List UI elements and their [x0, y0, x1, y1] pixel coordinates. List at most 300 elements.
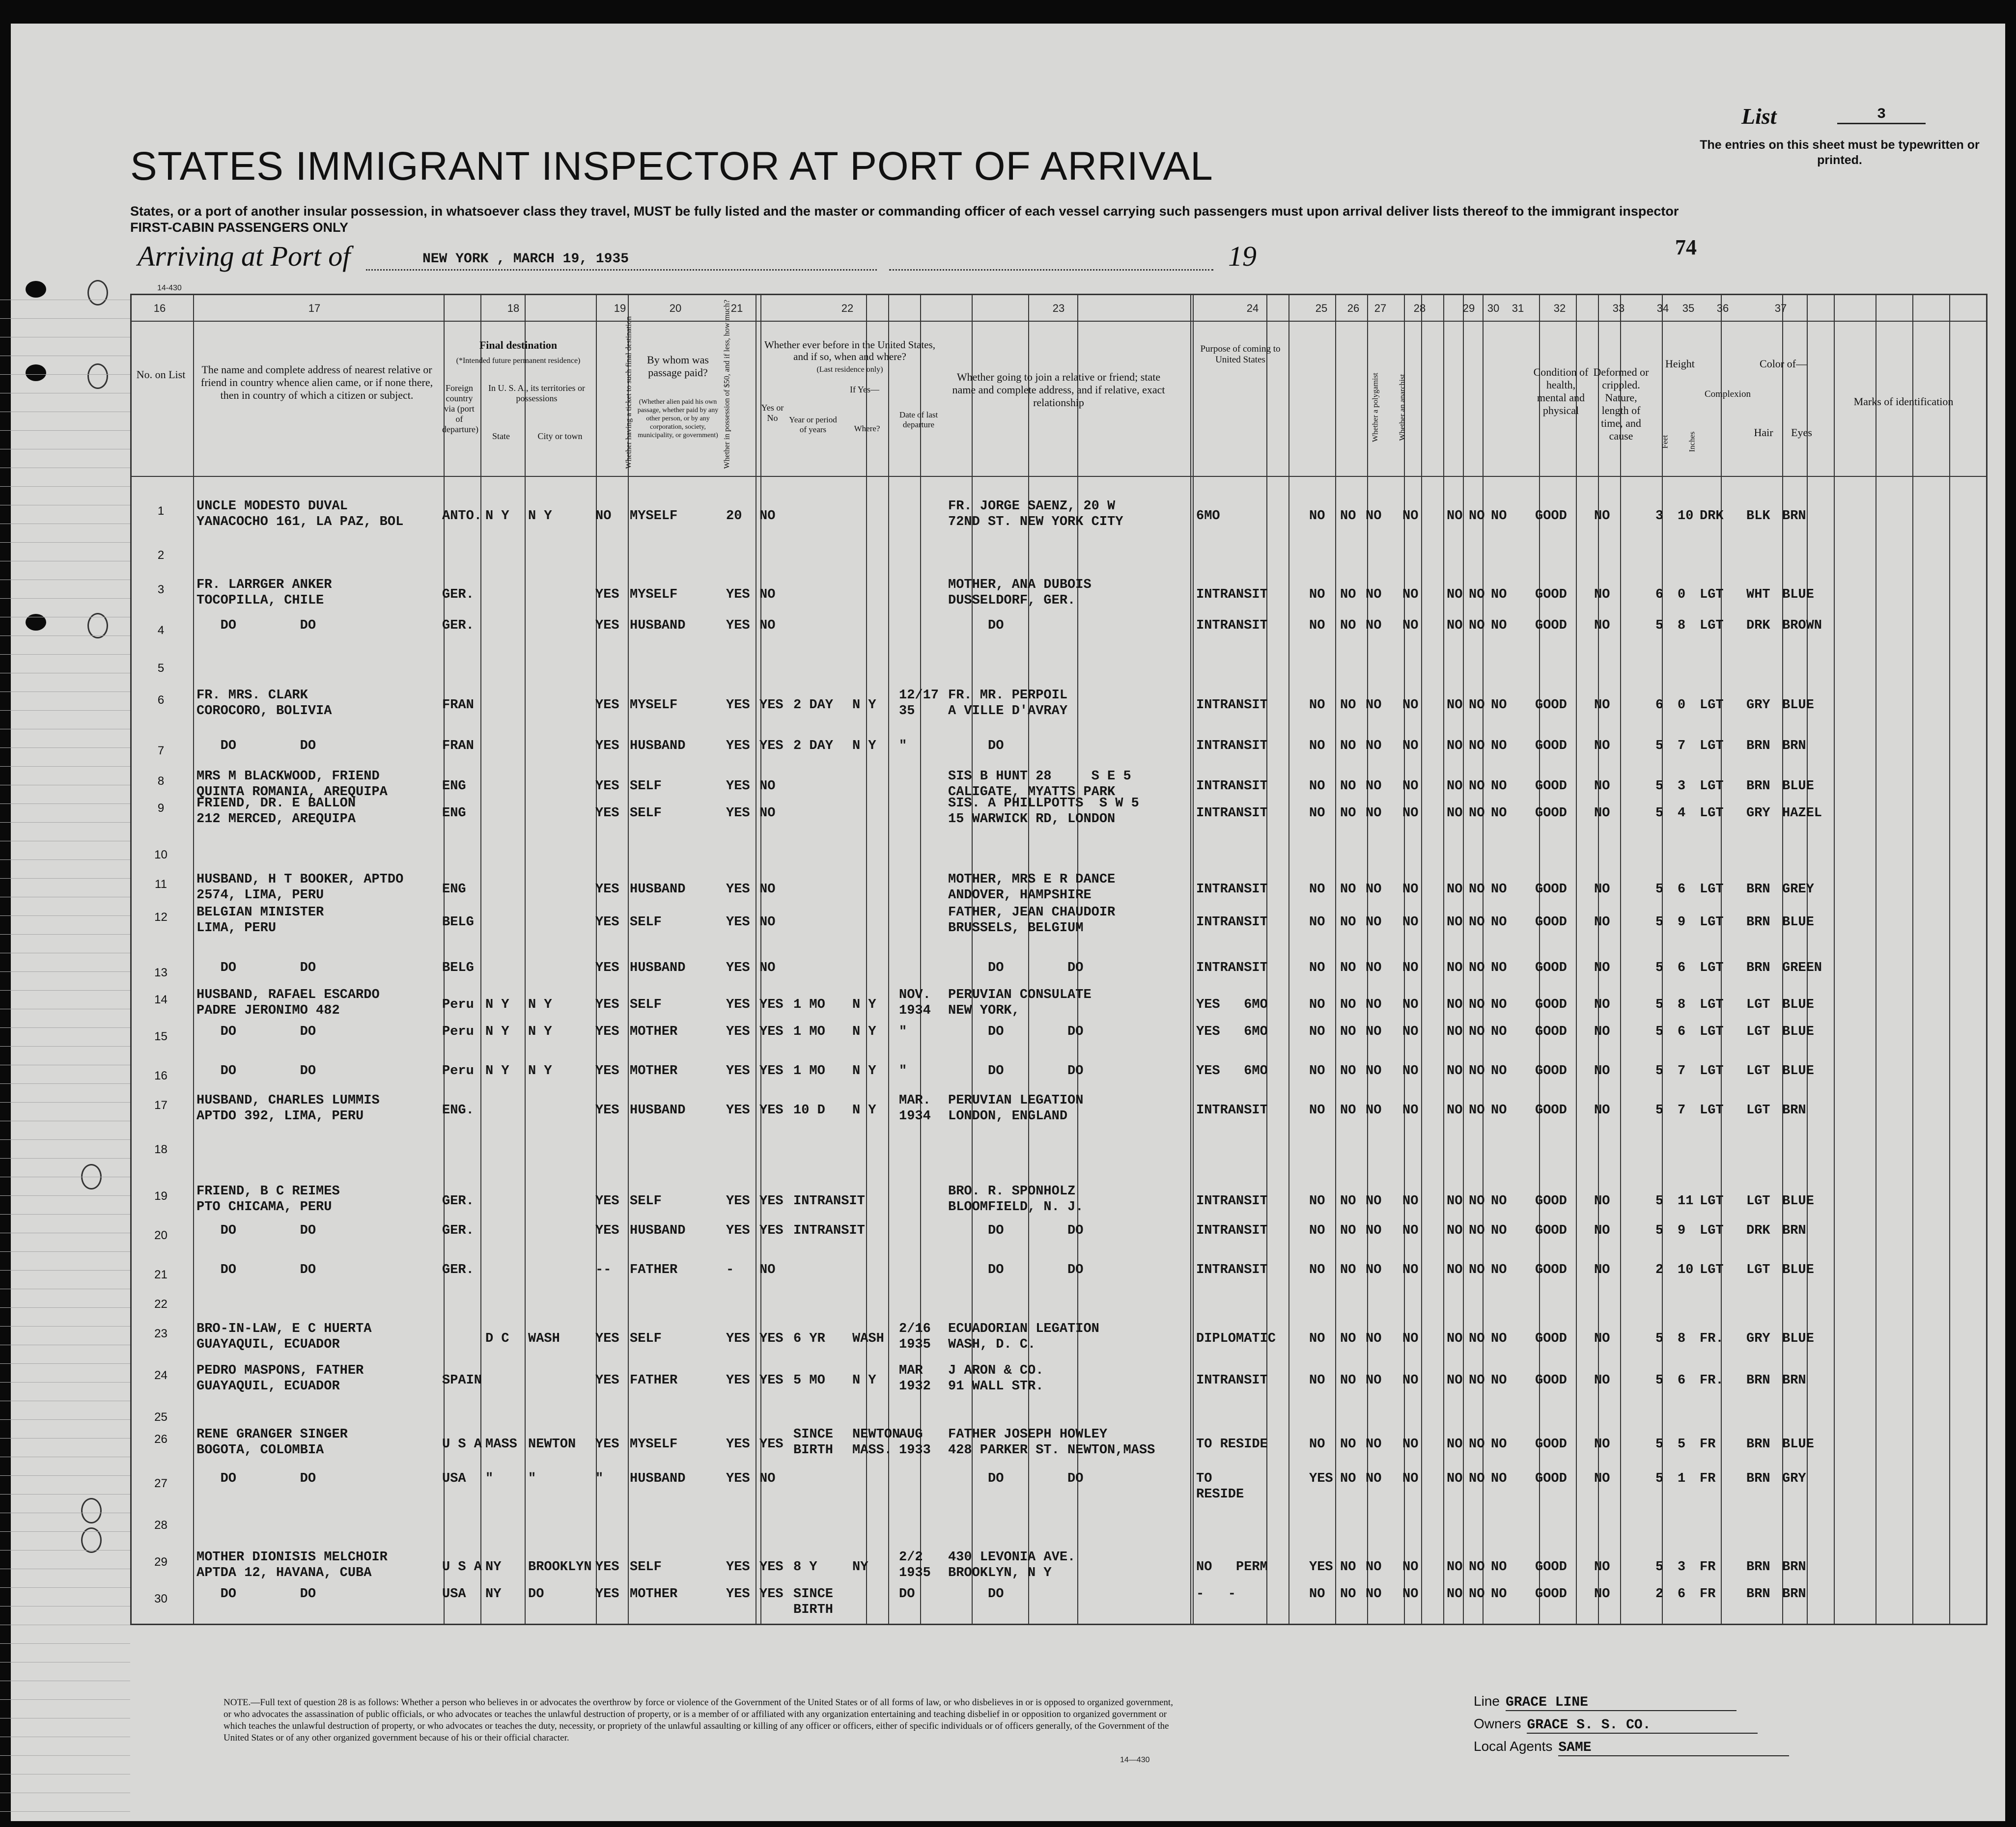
row-cell-purpose: INTRANSIT: [1196, 961, 1268, 975]
row-cell-c27: NO: [1366, 1064, 1382, 1079]
row-cell-paid: FATHER: [630, 1373, 678, 1388]
row-cell-comp: LGT: [1700, 587, 1724, 602]
row-cell-c25: YES: [1309, 1471, 1333, 1486]
row-cell-in: 0: [1678, 587, 1686, 602]
row-number: 4: [157, 624, 165, 637]
row-cell-c29: NO: [1447, 1560, 1463, 1575]
column-number: 18: [507, 302, 520, 314]
row-cell-years: 1 MO: [793, 1064, 825, 1079]
row-cell-fifty: YES: [726, 587, 750, 602]
row-cell-c25: NO: [1309, 1194, 1325, 1209]
row-cell-dep: MAR 1932: [899, 1363, 931, 1394]
row-cell-join: MOTHER, ANA DUBOIS DUSSELDORF, GER.: [948, 578, 1092, 608]
column-number: 29: [1462, 302, 1475, 314]
column-number: 25: [1315, 302, 1328, 314]
row-cell-fifty: YES: [726, 997, 750, 1012]
row-cell-join: SIS. A PHILLPOTTS S W 5 15 WARWICK RD, LONDON: [948, 796, 1139, 827]
row-cell-foreign: GER.: [442, 1194, 474, 1209]
header-final-destination-sub: (*Intended future permanent residence): [456, 357, 581, 365]
column-rule: [444, 295, 445, 1624]
row-cell-c27: NO: [1366, 1103, 1382, 1118]
column-rule: [628, 295, 629, 1624]
row-cell-c26: NO: [1340, 915, 1356, 930]
row-cell-c29: NO: [1447, 1024, 1463, 1039]
row-cell-c30: NO: [1469, 618, 1485, 633]
form-code: 14-430: [157, 284, 182, 292]
row-cell-c26: NO: [1340, 1064, 1356, 1079]
row-cell-foreign: Peru: [442, 1024, 474, 1039]
row-cell-c26: NO: [1340, 961, 1356, 975]
row-cell-before: NO: [759, 961, 776, 975]
row-cell-eyes: BLUE: [1782, 1437, 1814, 1452]
row-cell-c25: NO: [1309, 1223, 1325, 1238]
ledger-rule: [0, 1363, 130, 1364]
row-number: 3: [157, 583, 165, 596]
row-cell-ft: 5: [1655, 882, 1664, 897]
row-cell-ft: 5: [1655, 1194, 1664, 1209]
row-cell-ticket: YES: [595, 739, 619, 753]
row-cell-c31: NO: [1491, 961, 1507, 975]
row-cell-fifty: YES: [726, 1103, 750, 1118]
row-cell-comp: LGT: [1700, 779, 1724, 794]
row-cell-c26: NO: [1340, 1223, 1356, 1238]
row-cell-purpose: INTRANSIT: [1196, 915, 1268, 930]
row-cell-state: N Y: [485, 509, 509, 524]
row-cell-eyes: BLUE: [1782, 1331, 1814, 1346]
row-cell-hair: GRY: [1746, 806, 1770, 821]
row-cell-c25: NO: [1309, 882, 1325, 897]
row-cell-where: N Y: [852, 1024, 876, 1039]
row-cell-c25: NO: [1309, 698, 1325, 713]
row-cell-c28: NO: [1402, 1437, 1419, 1452]
row-cell-c31: NO: [1491, 698, 1507, 713]
ledger-rule: [0, 1195, 130, 1196]
row-number: 13: [154, 966, 168, 979]
row-cell-c29: NO: [1447, 1194, 1463, 1209]
row-cell-c30: NO: [1469, 1103, 1485, 1118]
row-cell-before: NO: [759, 1471, 776, 1486]
owners-label: Owners: [1474, 1716, 1521, 1731]
row-cell-ticket: YES: [595, 1024, 619, 1039]
row-cell-c29: NO: [1447, 1064, 1463, 1079]
row-cell-paid: MYSELF: [630, 1437, 678, 1452]
header-city: City or town: [537, 431, 583, 441]
row-cell-rel: FR. LARRGER ANKER TOCOPILLA, CHILE: [196, 578, 332, 608]
header-health: Condition of health, mental and physical: [1533, 366, 1589, 416]
row-cell-foreign: Peru: [442, 997, 474, 1012]
row-cell-fifty: YES: [726, 1223, 750, 1238]
ledger-rule: [0, 710, 130, 711]
row-cell-foreign: ENG.: [442, 1103, 474, 1118]
row-cell-years: 2 DAY: [793, 739, 834, 753]
row-cell-c29: NO: [1447, 806, 1463, 821]
column-rule: [972, 295, 973, 1624]
row-cell-ft: 6: [1655, 587, 1664, 602]
row-cell-eyes: HAZEL: [1782, 806, 1822, 821]
row-cell-c28: NO: [1402, 961, 1419, 975]
header-eyes: Eyes: [1791, 426, 1812, 439]
row-cell-c29: NO: [1447, 618, 1463, 633]
row-cell-c26: NO: [1340, 1194, 1356, 1209]
row-cell-fifty: YES: [726, 1331, 750, 1346]
row-cell-c30: NO: [1469, 739, 1485, 753]
ring-reinforcement: [87, 363, 108, 389]
header-where: Where?: [854, 424, 880, 433]
row-cell-c27: NO: [1366, 1223, 1382, 1238]
ledger-rule: [0, 318, 130, 319]
row-cell-purpose: YES 6MO: [1196, 1064, 1268, 1079]
row-cell-ticket: YES: [595, 1437, 619, 1452]
port-value: NEW YORK , MARCH 19, 1935: [422, 251, 629, 267]
row-cell-c29: NO: [1447, 1373, 1463, 1388]
line-value: GRACE LINE: [1506, 1695, 1736, 1711]
row-cell-fifty: YES: [726, 961, 750, 975]
row-cell-comp: LGT: [1700, 915, 1724, 930]
row-cell-paid: HUSBAND: [630, 1223, 686, 1238]
row-cell-in: 10: [1678, 509, 1694, 524]
row-cell-c31: NO: [1491, 1263, 1507, 1277]
row-cell-c25: NO: [1309, 1103, 1325, 1118]
row-cell-health: GOOD: [1535, 587, 1567, 602]
owners-value: GRACE S. S. CO.: [1527, 1717, 1758, 1734]
row-cell-paid: SELF: [630, 779, 662, 794]
punch-hole: [26, 364, 46, 381]
row-cell-join: PERUVIAN CONSULATE NEW YORK,: [948, 988, 1092, 1018]
column-rule: [1598, 295, 1599, 1624]
row-number: 7: [157, 744, 165, 757]
header-if-yes: If Yes—: [849, 385, 879, 394]
row-cell-before: YES: [759, 1024, 784, 1039]
row-cell-rel: DO DO: [196, 1263, 316, 1277]
row-cell-health: GOOD: [1535, 1223, 1567, 1238]
column-number: 34: [1656, 302, 1669, 314]
row-cell-c26: NO: [1340, 1560, 1356, 1575]
header-rule: [132, 476, 1986, 477]
column-number: 33: [1612, 302, 1625, 314]
ledger-rule: [0, 1102, 130, 1103]
row-cell-rel: HUSBAND, H T BOOKER, APTDO 2574, LIMA, PERU: [196, 872, 404, 903]
row-cell-eyes: BLUE: [1782, 997, 1814, 1012]
row-cell-purpose: INTRANSIT: [1196, 779, 1268, 794]
row-cell-def: NO: [1594, 1194, 1610, 1209]
line-label: Line: [1474, 1693, 1500, 1709]
row-cell-paid: MOTHER: [630, 1024, 678, 1039]
row-cell-fifty: YES: [726, 618, 750, 633]
row-cell-foreign: FRAN: [442, 698, 474, 713]
row-cell-ticket: YES: [595, 779, 619, 794]
row-number: 18: [154, 1143, 168, 1156]
row-cell-foreign: USA: [442, 1587, 466, 1602]
row-cell-c30: NO: [1469, 1471, 1485, 1486]
row-cell-fifty: YES: [726, 882, 750, 897]
row-cell-c31: NO: [1491, 997, 1507, 1012]
row-cell-comp: FR.: [1700, 1373, 1724, 1388]
ledger-rule: [0, 654, 130, 655]
row-cell-health: GOOD: [1535, 739, 1567, 753]
row-cell-state: ": [485, 1471, 494, 1486]
column-rule: [888, 295, 889, 1624]
row-cell-rel: FRIEND, B C REIMES PTO CHICAMA, PERU: [196, 1184, 340, 1215]
row-cell-foreign: ANTO.: [442, 509, 482, 524]
row-cell-c25: YES: [1309, 1560, 1333, 1575]
row-cell-comp: LGT: [1700, 1103, 1724, 1118]
row-cell-years: 1 MO: [793, 1024, 825, 1039]
row-cell-rel: MOTHER DIONISIS MELCHOIR APTDA 12, HAVANA, CUBA: [196, 1550, 388, 1580]
row-cell-before: NO: [759, 509, 776, 524]
row-cell-in: 10: [1678, 1263, 1694, 1277]
row-cell-eyes: BRN: [1782, 1223, 1806, 1238]
row-cell-hair: LGT: [1746, 1103, 1770, 1118]
row-cell-health: GOOD: [1535, 1024, 1567, 1039]
row-cell-where: NEWTON MASS.: [852, 1427, 900, 1458]
row-cell-before: NO: [759, 618, 776, 633]
row-cell-dep: 12/17 35: [899, 688, 939, 719]
row-cell-in: 6: [1678, 882, 1686, 897]
row-cell-health: GOOD: [1535, 1263, 1567, 1277]
row-cell-c26: NO: [1340, 1471, 1356, 1486]
row-cell-def: NO: [1594, 997, 1610, 1012]
row-cell-join: DO DO: [948, 1471, 1084, 1486]
row-cell-ticket: YES: [595, 1560, 619, 1575]
header-polygamist: Whether a polygamist: [1371, 372, 1380, 443]
ring-reinforcement: [81, 1498, 102, 1523]
row-cell-c25: NO: [1309, 1437, 1325, 1452]
row-cell-c29: NO: [1447, 1263, 1463, 1277]
row-cell-before: YES: [759, 1064, 784, 1079]
ledger-rule: [0, 1494, 130, 1495]
row-cell-ft: 5: [1655, 779, 1664, 794]
row-cell-ticket: YES: [595, 1064, 619, 1079]
row-cell-c29: NO: [1447, 698, 1463, 713]
row-cell-c26: NO: [1340, 997, 1356, 1012]
row-cell-c28: NO: [1402, 587, 1419, 602]
row-cell-comp: FR: [1700, 1587, 1716, 1602]
row-cell-c28: NO: [1402, 915, 1419, 930]
row-cell-purpose: NO PERM: [1196, 1560, 1268, 1575]
row-cell-paid: HUSBAND: [630, 1103, 686, 1118]
header-paid-by: By whom was passage paid?: [647, 354, 709, 379]
manifest-table: [130, 294, 1988, 1625]
port-line-2: [889, 269, 1213, 271]
row-cell-ft: 5: [1655, 1331, 1664, 1346]
row-cell-c31: NO: [1491, 509, 1507, 524]
row-cell-def: NO: [1594, 779, 1610, 794]
row-cell-in: 3: [1678, 779, 1686, 794]
row-cell-health: GOOD: [1535, 509, 1567, 524]
row-cell-ticket: YES: [595, 915, 619, 930]
header-no-on-list: No. on List: [136, 368, 186, 381]
row-cell-paid: MYSELF: [630, 509, 678, 524]
row-cell-comp: LGT: [1700, 882, 1724, 897]
row-cell-c29: NO: [1447, 1223, 1463, 1238]
row-cell-c25: NO: [1309, 509, 1325, 524]
row-cell-eyes: GRY: [1782, 1471, 1806, 1486]
column-number: 21: [730, 302, 743, 314]
row-cell-def: NO: [1594, 1331, 1610, 1346]
column-rule: [920, 295, 921, 1624]
row-cell-where: WASH: [852, 1331, 884, 1346]
row-cell-paid: HUSBAND: [630, 618, 686, 633]
header-inches: Inches: [1688, 431, 1697, 452]
row-cell-c26: NO: [1340, 587, 1356, 602]
row-cell-c27: NO: [1366, 618, 1382, 633]
row-cell-c31: NO: [1491, 1373, 1507, 1388]
row-cell-c25: NO: [1309, 739, 1325, 753]
row-cell-before: YES: [759, 1587, 784, 1602]
ledger-rule: [0, 1214, 130, 1215]
row-cell-join: BRO. R. SPONHOLZ BLOOMFIELD, N. J.: [948, 1184, 1084, 1215]
row-cell-c30: NO: [1469, 806, 1485, 821]
row-cell-paid: SELF: [630, 1331, 662, 1346]
row-cell-c27: NO: [1366, 698, 1382, 713]
row-cell-c30: NO: [1469, 1331, 1485, 1346]
row-cell-def: NO: [1594, 961, 1610, 975]
row-cell-ticket: YES: [595, 587, 619, 602]
header-purpose: Purpose of coming to United States: [1200, 344, 1281, 365]
header-height: Height: [1665, 358, 1695, 370]
row-cell-c30: NO: [1469, 1263, 1485, 1277]
column-rule: [1782, 295, 1783, 1624]
row-number: 1: [157, 504, 165, 518]
column-rule: [1662, 295, 1663, 1624]
row-number: 19: [154, 1190, 168, 1203]
row-cell-rel: BRO-IN-LAW, E C HUERTA GUAYAQUIL, ECUADOR: [196, 1322, 372, 1352]
row-cell-dep: ": [899, 1064, 907, 1079]
column-number: 26: [1347, 302, 1360, 314]
punch-hole: [26, 281, 46, 298]
column-rule: [1266, 295, 1267, 1624]
row-cell-c26: NO: [1340, 1331, 1356, 1346]
ledger-rule: [0, 1531, 130, 1532]
row-cell-hair: GRY: [1746, 1331, 1770, 1346]
ledger-rule: [0, 1382, 130, 1383]
row-cell-paid: MYSELF: [630, 698, 678, 713]
row-cell-def: NO: [1594, 509, 1610, 524]
column-rule: [1912, 295, 1913, 1624]
row-cell-c27: NO: [1366, 915, 1382, 930]
row-cell-c27: NO: [1366, 806, 1382, 821]
row-cell-ticket: --: [595, 1263, 612, 1277]
row-cell-eyes: GREY: [1782, 882, 1814, 897]
row-cell-eyes: BLUE: [1782, 1194, 1814, 1209]
row-cell-join: ECUADORIAN LEGATION WASH, D. C.: [948, 1322, 1099, 1352]
column-rule: [525, 295, 526, 1624]
row-cell-c27: NO: [1366, 739, 1382, 753]
row-cell-hair: WHT: [1746, 587, 1770, 602]
row-cell-hair: BRN: [1746, 739, 1770, 753]
row-cell-c31: NO: [1491, 587, 1507, 602]
row-cell-state: N Y: [485, 1024, 509, 1039]
row-cell-state: N Y: [485, 1064, 509, 1079]
row-cell-c30: NO: [1469, 1560, 1485, 1575]
row-cell-fifty: 20: [726, 509, 742, 524]
row-cell-rel: UNCLE MODESTO DUVAL YANACOCHO 161, LA PAZ, BOL: [196, 499, 404, 529]
row-cell-before: NO: [759, 587, 776, 602]
row-cell-ft: 5: [1655, 1471, 1664, 1486]
row-number: 20: [154, 1229, 168, 1242]
row-cell-def: NO: [1594, 806, 1610, 821]
row-cell-c27: NO: [1366, 1194, 1382, 1209]
row-cell-years: 10 D: [793, 1103, 825, 1118]
row-cell-def: NO: [1594, 1437, 1610, 1452]
row-cell-fifty: YES: [726, 698, 750, 713]
row-cell-foreign: ENG: [442, 779, 466, 794]
row-cell-purpose: INTRANSIT: [1196, 1103, 1268, 1118]
column-number: 22: [841, 302, 854, 314]
row-cell-join: FR. MR. PERPOIL A VILLE D'AVRAY: [948, 688, 1068, 719]
row-cell-c28: NO: [1402, 1560, 1419, 1575]
row-cell-health: GOOD: [1535, 882, 1567, 897]
row-cell-purpose: INTRANSIT: [1196, 739, 1268, 753]
ledger-rule: [0, 1046, 130, 1047]
row-cell-years: 8 Y: [793, 1560, 817, 1575]
row-cell-c27: NO: [1366, 1024, 1382, 1039]
row-cell-ft: 2: [1655, 1263, 1664, 1277]
row-cell-foreign: U S A: [442, 1437, 482, 1452]
header-fifty: Whether in possession of $50, and if less, how much?: [723, 300, 731, 469]
row-cell-comp: LGT: [1700, 1263, 1724, 1277]
row-cell-hair: GRY: [1746, 698, 1770, 713]
column-rule: [1834, 295, 1835, 1624]
row-cell-c29: NO: [1447, 915, 1463, 930]
row-cell-eyes: BLUE: [1782, 587, 1814, 602]
row-cell-years: 6 YR: [793, 1331, 825, 1346]
row-cell-city: WASH: [528, 1331, 560, 1346]
row-cell-comp: LGT: [1700, 618, 1724, 633]
row-cell-before: YES: [759, 1194, 784, 1209]
ledger-rule: [0, 859, 130, 860]
row-cell-ft: 5: [1655, 961, 1664, 975]
ledger-rule: [0, 1587, 130, 1588]
row-cell-c29: NO: [1447, 739, 1463, 753]
row-cell-c30: NO: [1469, 915, 1485, 930]
row-number: 22: [154, 1298, 168, 1311]
row-cell-where: NY: [852, 1560, 868, 1575]
row-cell-health: GOOD: [1535, 1194, 1567, 1209]
row-cell-join: DO: [948, 1587, 1004, 1602]
row-cell-dep: ": [899, 739, 907, 753]
column-number: 20: [669, 302, 682, 314]
row-cell-c28: NO: [1402, 1331, 1419, 1346]
row-cell-foreign: FRAN: [442, 739, 474, 753]
header-date-departure: Date of last departure: [899, 410, 938, 429]
row-cell-join: DO: [948, 739, 1004, 753]
row-cell-c27: NO: [1366, 997, 1382, 1012]
ledger-rule: [0, 878, 130, 879]
row-cell-before: NO: [759, 779, 776, 794]
row-cell-before: NO: [759, 915, 776, 930]
row-cell-join: J ARON & CO. 91 WALL STR.: [948, 1363, 1044, 1394]
row-cell-foreign: BELG: [442, 915, 474, 930]
line-field: [1474, 1693, 1736, 1711]
ledger-rule: [0, 1811, 130, 1812]
typewritten-notice: The entries on this sheet must be typewritten or printed.: [1700, 138, 1980, 167]
row-cell-purpose: INTRANSIT: [1196, 882, 1268, 897]
row-cell-rel: DO DO: [196, 1024, 316, 1039]
row-cell-c27: NO: [1366, 882, 1382, 897]
row-cell-eyes: BROWN: [1782, 618, 1822, 633]
row-cell-ft: 5: [1655, 1373, 1664, 1388]
row-cell-ft: 5: [1655, 1560, 1664, 1575]
row-cell-c28: NO: [1402, 1263, 1419, 1277]
row-cell-c25: NO: [1309, 1263, 1325, 1277]
ledger-rule: [0, 1139, 130, 1140]
header-years: Year or period of years: [789, 415, 837, 434]
row-cell-c26: NO: [1340, 1437, 1356, 1452]
row-cell-dep: ": [899, 1024, 907, 1039]
ledger-rule: [0, 430, 130, 431]
row-cell-c29: NO: [1447, 509, 1463, 524]
